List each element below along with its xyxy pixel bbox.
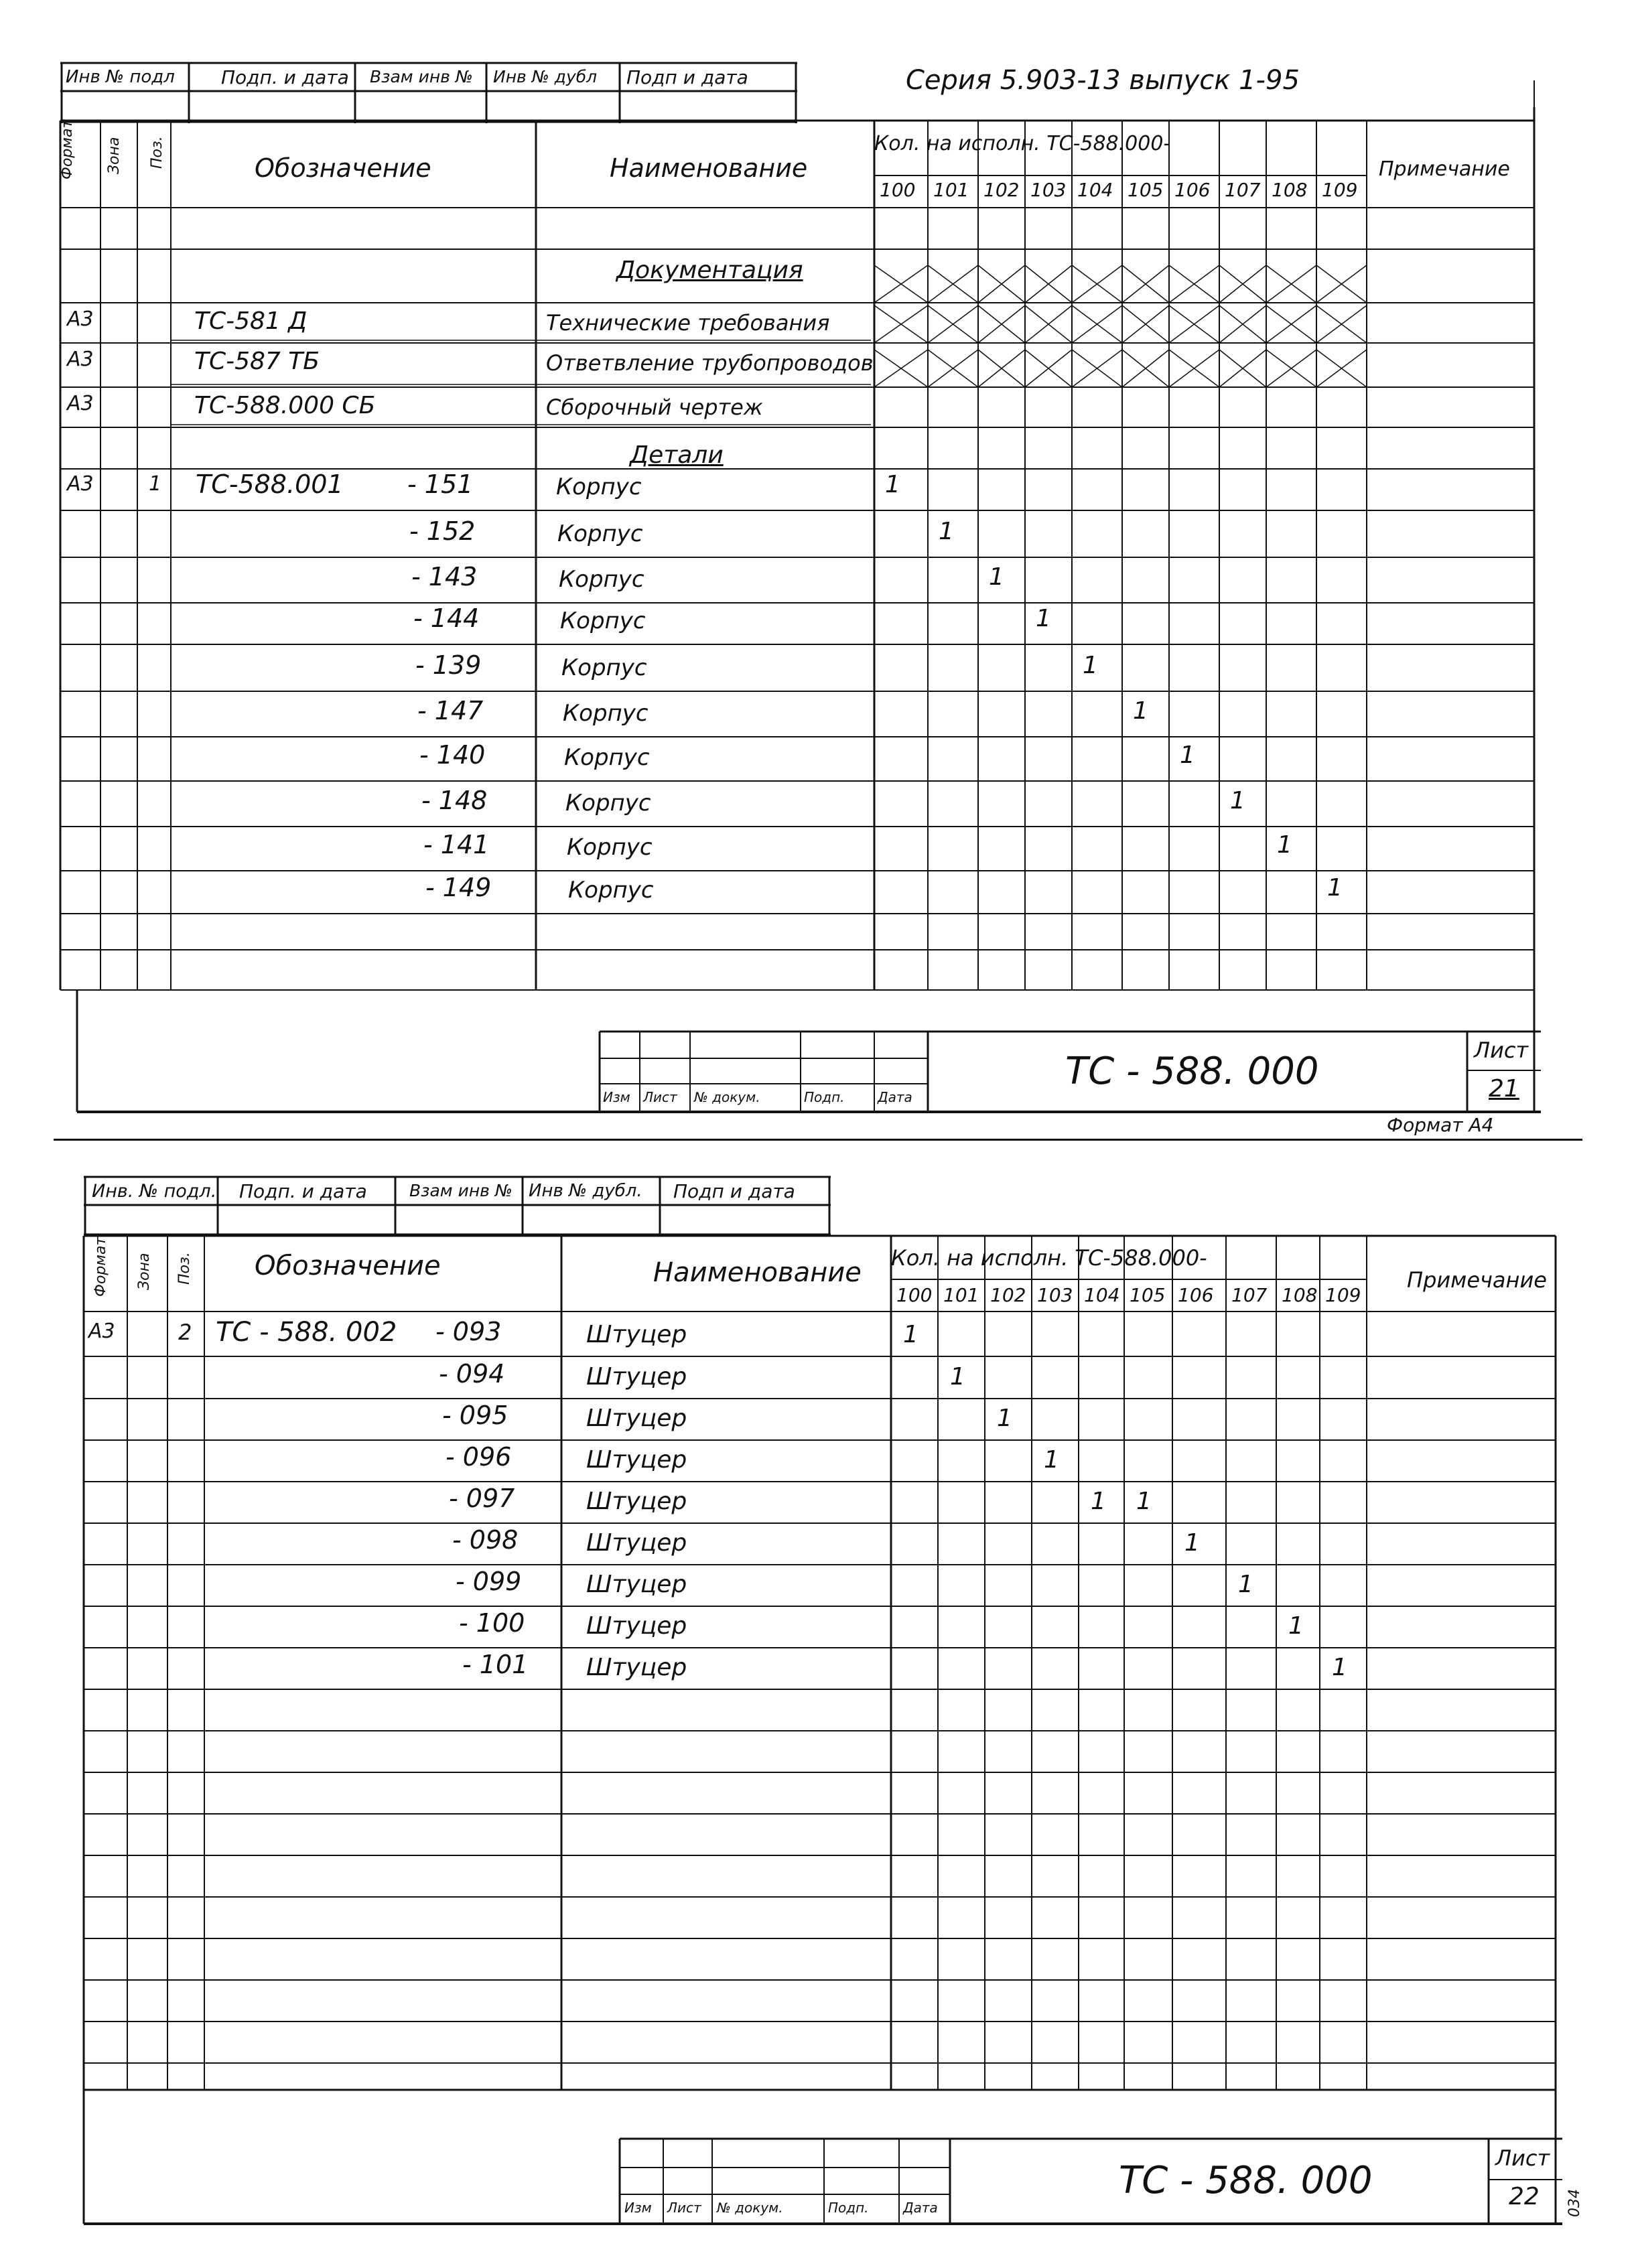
part-name: Штуцер — [586, 1321, 687, 1348]
quantity-mark: 1 — [1133, 697, 1148, 725]
doc-designation: ТС-588.000 СБ — [194, 392, 376, 419]
sheet-label: Лист — [1495, 2145, 1550, 2171]
part-variant-suffix: - 096 — [446, 1442, 512, 1472]
doc-designation: ТС-587 ТБ — [194, 348, 320, 375]
header-pos: Поз. — [176, 1252, 193, 1285]
part-name: Корпус — [564, 744, 650, 771]
variant-column-header: 102 — [990, 1284, 1026, 1306]
header-note: Примечание — [1379, 157, 1510, 181]
part-name: Корпус — [561, 654, 647, 681]
part-name: Корпус — [568, 877, 654, 904]
title-block-column-label: Дата — [878, 1089, 912, 1105]
margin-code: 034 — [1566, 2189, 1583, 2217]
variant-column-header: 107 — [1225, 179, 1261, 201]
variant-column-header: 108 — [1272, 179, 1308, 201]
part-name: Штуцер — [586, 1363, 687, 1391]
part-variant-suffix: - 094 — [439, 1359, 505, 1389]
doc-designation: ТС-581 Д — [194, 307, 308, 335]
part-name: Штуцер — [586, 1405, 687, 1432]
quantity-mark: 1 — [989, 563, 1004, 591]
quantity-mark: 1 — [1230, 787, 1245, 814]
part-variant-suffix: - 098 — [452, 1525, 519, 1555]
quantity-mark: 1 — [997, 1405, 1012, 1432]
variant-column-header: 100 — [896, 1284, 933, 1306]
doc-name: Сборочный чертеж — [546, 395, 763, 420]
quantity-mark: 1 — [1044, 1446, 1059, 1474]
quantity-mark: 1 — [939, 518, 954, 545]
part-name: Штуцер — [586, 1571, 687, 1598]
variant-column-header: 106 — [1174, 179, 1211, 201]
variant-column-header: 106 — [1178, 1284, 1214, 1306]
part-name: Корпус — [560, 608, 646, 634]
quantity-mark: 1 — [1184, 1529, 1200, 1557]
part-variant-suffix: - 143 — [411, 562, 478, 591]
variant-column-header: 105 — [1128, 179, 1164, 201]
header-format: Формат — [59, 119, 76, 180]
part-name: Штуцер — [586, 1612, 687, 1640]
title-block-column-label: Подп. — [828, 2200, 869, 2216]
header-pos: Поз. — [149, 136, 165, 169]
sheet-label: Лист — [1474, 1038, 1529, 1063]
part-name: Штуцер — [586, 1529, 687, 1557]
part-variant-suffix: - 140 — [419, 740, 486, 770]
quantity-mark: 1 — [1327, 874, 1343, 902]
part-designation: ТС-588.001 — [196, 470, 344, 499]
header-zone: Зона — [106, 137, 123, 174]
variant-column-header: 102 — [983, 179, 1020, 201]
format-note: Формат А4 — [1387, 1114, 1494, 1136]
part-variant-suffix: - 099 — [456, 1567, 522, 1596]
part-position: 2 — [178, 1320, 192, 1345]
part-name: Штуцер — [586, 1446, 687, 1474]
quantity-mark: 1 — [1083, 652, 1098, 679]
part-name: Корпус — [565, 790, 651, 817]
quantity-mark: 1 — [885, 471, 900, 498]
part-variant-suffix: - 152 — [409, 516, 476, 546]
part-name: Штуцер — [586, 1488, 687, 1515]
part-format: А3 — [67, 472, 94, 496]
variant-column-header: 108 — [1282, 1284, 1318, 1306]
variant-column-header: 103 — [1030, 179, 1067, 201]
doc-name: Ответвление трубопроводов — [546, 350, 874, 376]
part-variant-suffix: - 149 — [425, 873, 492, 902]
part-variant-suffix: - 095 — [442, 1401, 508, 1430]
quantity-mark: 1 — [1332, 1654, 1347, 1681]
variant-column-header: 104 — [1084, 1284, 1120, 1306]
section-parts: Детали — [630, 441, 724, 469]
title-block-column-label: Изм — [603, 1089, 630, 1105]
variant-column-header: 103 — [1037, 1284, 1073, 1306]
variant-column-header: 109 — [1325, 1284, 1361, 1306]
title-block-column-label: Лист — [667, 2200, 701, 2216]
doc-format: А3 — [67, 348, 94, 371]
part-variant-suffix: - 151 — [407, 470, 474, 499]
quantity-mark: 1 — [1277, 831, 1292, 859]
quantity-mark: 1 — [1091, 1488, 1106, 1515]
doc-format: А3 — [67, 307, 94, 331]
variant-column-header: 105 — [1130, 1284, 1166, 1306]
stamp-label: Подп. и дата — [221, 66, 349, 88]
title-block-code: ТС - 588. 000 — [1065, 1050, 1319, 1093]
part-designation: ТС - 588. 002 — [216, 1317, 397, 1348]
variant-column-header: 101 — [933, 179, 969, 201]
stamp-label: Инв № дубл — [493, 67, 598, 86]
header-designation: Обозначение — [255, 153, 431, 183]
part-variant-suffix: - 139 — [415, 650, 482, 680]
header-qty-caption: Кол. на исполн. ТС-588.000- — [891, 1245, 1207, 1271]
title-block-column-label: Лист — [643, 1089, 677, 1105]
header-note: Примечание — [1407, 1267, 1547, 1293]
quantity-mark: 1 — [1288, 1612, 1304, 1640]
part-name: Корпус — [563, 700, 649, 727]
part-position: 1 — [149, 472, 162, 496]
title-block-column-label: Подп. — [804, 1089, 845, 1105]
part-name: Штуцер — [586, 1654, 687, 1681]
part-variant-suffix: - 100 — [459, 1608, 525, 1638]
section-docs: Документация — [616, 257, 803, 284]
part-variant-suffix: - 101 — [462, 1650, 529, 1679]
variant-column-header: 100 — [880, 179, 916, 201]
stamp-label: Инв № дубл. — [529, 1181, 642, 1201]
header-format: Формат — [92, 1236, 109, 1297]
part-variant-suffix: - 148 — [421, 786, 488, 815]
quantity-mark: 1 — [1180, 741, 1195, 769]
stamp-label: Взам инв № — [409, 1181, 513, 1200]
variant-column-header: 109 — [1322, 179, 1358, 201]
part-variant-suffix: - 093 — [435, 1317, 502, 1346]
stamp-label: Подп. и дата — [239, 1180, 367, 1202]
sheet-number: 22 — [1509, 2183, 1540, 2210]
stamp-label: Подп и дата — [673, 1180, 795, 1202]
title-block-column-label: Дата — [903, 2200, 938, 2216]
part-name: Корпус — [559, 566, 644, 593]
part-format: А3 — [88, 1320, 115, 1343]
header-qty-caption: Кол. на исполн. ТС-588.000- — [874, 132, 1171, 155]
part-variant-suffix: - 141 — [423, 830, 490, 859]
part-variant-suffix: - 147 — [417, 696, 484, 725]
title-block-code: ТС - 588. 000 — [1119, 2159, 1373, 2202]
header-name: Наименование — [610, 153, 808, 183]
quantity-mark: 1 — [903, 1321, 918, 1348]
title-block-column-label: № докум. — [717, 2200, 783, 2216]
part-name: Корпус — [567, 834, 653, 861]
variant-column-header: 107 — [1231, 1284, 1268, 1306]
stamp-label: Подп и дата — [626, 66, 748, 88]
header-zone: Зона — [136, 1253, 153, 1290]
part-variant-suffix: - 097 — [449, 1484, 515, 1513]
header-designation: Обозначение — [255, 1251, 441, 1281]
stamp-label: Взам инв № — [370, 67, 473, 86]
variant-column-header: 104 — [1077, 179, 1113, 201]
sheet-number: 21 — [1489, 1075, 1519, 1103]
part-variant-suffix: - 144 — [413, 604, 480, 633]
stamp-label: Инв. № подл. — [92, 1181, 217, 1202]
series-title: Серия 5.903-13 выпуск 1-95 — [906, 65, 1300, 96]
part-name: Корпус — [556, 474, 642, 500]
doc-name: Технические требования — [546, 310, 830, 336]
part-name: Корпус — [557, 520, 643, 547]
header-name: Наименование — [653, 1257, 862, 1288]
doc-format: А3 — [67, 392, 94, 415]
title-block-column-label: Изм — [624, 2200, 652, 2216]
stamp-label: Инв № подл — [66, 67, 175, 87]
quantity-mark: 1 — [950, 1363, 965, 1391]
title-block-column-label: № докум. — [694, 1089, 760, 1105]
variant-column-header: 101 — [943, 1284, 979, 1306]
quantity-mark: 1 — [1136, 1488, 1152, 1515]
quantity-mark: 1 — [1238, 1571, 1253, 1598]
quantity-mark: 1 — [1036, 605, 1051, 632]
